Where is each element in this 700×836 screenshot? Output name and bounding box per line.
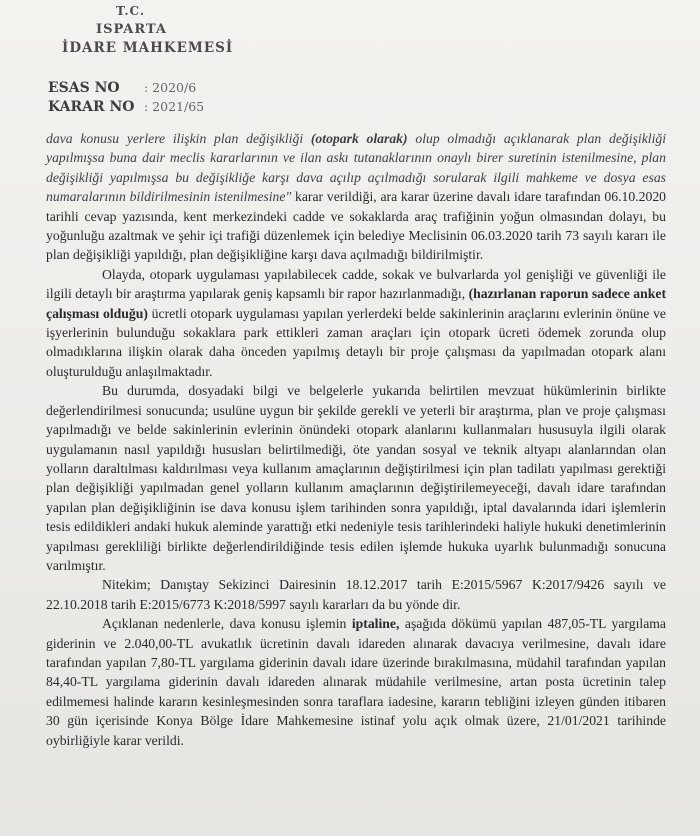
header-court: İDARE MAHKEMESİ [62, 40, 234, 56]
karar-no-value: : 2021/65 [144, 99, 205, 114]
p1-quoted-text: dava konusu yerlere ilişkin plan değişikliği [46, 131, 304, 146]
p1-bold-text: (otopark olarak) [310, 131, 408, 146]
p2-text-a: Olayda, otopark uygulaması yapılabilecek cadde, sokak ve bulvarlarda yol genişliği ve güvenliği ile ilgili detaylı bir araştırma yapılarak geniş kapsamlı bir rapor hazırlanmadığı, [46, 266, 666, 302]
decision-body [46, 129, 666, 750]
header-tc: T.C. [116, 4, 146, 18]
esas-no-label: ESAS NO [48, 80, 120, 96]
p2-bold-text: (hazırlanan raporun sadece anket çalışması olduğu) [46, 286, 666, 321]
paragraph-5 [46, 614, 666, 750]
esas-no-value: : 2020/6 [144, 80, 197, 95]
paragraph-4: Nitekim; Danıştay Sekizinci Dairesinin 18.12.2017 tarih E:2015/5967 K:2017/9426 sayılı ve 22.10.2018 tarih E:2015/6773 K:2018/5997 sayılı kararları da bu yönde dir. [46, 577, 666, 612]
p5-text-a: Açıklanan nedenlerle, dava konusu işlemin [102, 616, 347, 632]
karar-no-row [48, 99, 205, 115]
karar-no-label: KARAR NO [48, 99, 135, 115]
p5-bold-text: iptaline, [351, 616, 400, 632]
esas-no-row [48, 80, 197, 96]
paragraph-3: Bu durumda, dosyadaki bilgi ve belgelerle yukarıda belirtilen mevzuat hükümlerinin birlikte değerlendirilmesi sonucunda; usulüne uygun bir şekilde gerekli ve yeterli bir araştırma, plan ve proje çalışması yapılmadığı ve belde sakinlerinin evlerinin önündeki otopark alanlarını kullanmaları hususuyla ilgili olarak uygulamanın nasıl yapıldığı hususları belirtilmediği, öte yandan sosyal ve teknik altyapı alanlarından olan yolların daraltılması kaldırılması veya kullanım amaçlarının değiştirilmesi için plan tadilatı yapılması gerektiği plan değişikliği yapılmadan genel yolların kullanım amaçlarının değiştirilemeyeceği, davalı idare tarafından yapılan plan değişikliğinin ise dava konusu işlem tarihinden sonra yapıldığı, iptal davalarında idari işlemlerin tesis edildikleri andaki hukuk aleminde yarattığı etki nedeniyle tesis tarihlerindeki haliyle hukuki denetimlerinin yapılması gerekliliği birlikte değerlendirildiğinde tesis edilen işlemde hukuka uyarlık bulunmadığı sonucuna varılmıştır. [46, 383, 666, 573]
p2-text-b: ücretli otopark uygulaması yapılan yerlerdeki belde sakinlerinin araçlarını evlerinin önüne ve işyerlerinin bulunduğu sokaklara park ettikleri zaman araçları için otopark ücreti ödemek zorunda olup olmadıklarına ilişkin olarak daha önceden yapılmış detaylı bir proje çalışması da yapılmadan otopark alanı oluşturulduğu anlaşılmaktadır. [46, 305, 666, 379]
header-city: ISPARTA [96, 22, 168, 37]
p1-text: karar verildiği, ara karar üzerine davalı idare tarafından 06.10.2020 tarihli cevap yazısında, kent merkezindeki cadde ve sokaklarda araç trafiğinin yoğun olmasından dolayı, bu yoğunluğu azaltmak ve şehir içi trafiği düzenlemek için belediye Meclisinin 06.03.2020 tarih 73 sayılı kararı ile plan değişikliği yapıldığı, plan değişikliğine karşı dava açılmadığı bildirilmiştir. [46, 189, 667, 263]
p5-text-b: aşağıda dökümü yapılan 487,05-TL yargılama giderinin ve 2.040,00-TL avukatlık ücretinin davalı idareden alınarak davacıya verilmesine, davalı idare tarafından yapılan 7,80-TL yargılama giderinin davalı idare üzerinde bırakılmasına, müdahil tarafından yapılan 84,40-TL yargılama giderinin davalı idareden alınarak müdahile verilmesine, artan posta ücretinin talep edilmemesi halinde kararın kesinleşmesinden sonra taraflara iadesine, kararın tebliğini izleyen günden itibaren 30 gün içerisinde Konya Bölge İdare Mahkemesine istinaf yolu açık olmak üzere, 21/01/2021 tarihinde oybirliğiyle karar verildi. [46, 616, 666, 748]
p1-quoted-text-2: olup olmadığı açıklanarak plan değişikliği yapılmışsa buna dair meclis kararlarının ve ilan askı tutanaklarının onaylı birer suretinin istenilmesine, plan değişikliği yapılmışsa bu değişikliğe karşı dava açılıp açılmadığı sorularak ilgili mahkeme ve dosya esas numaralarının bildirilmesinin istenilmesine" [46, 131, 667, 205]
paragraph-1 [46, 129, 666, 265]
paragraph-2 [46, 265, 666, 381]
